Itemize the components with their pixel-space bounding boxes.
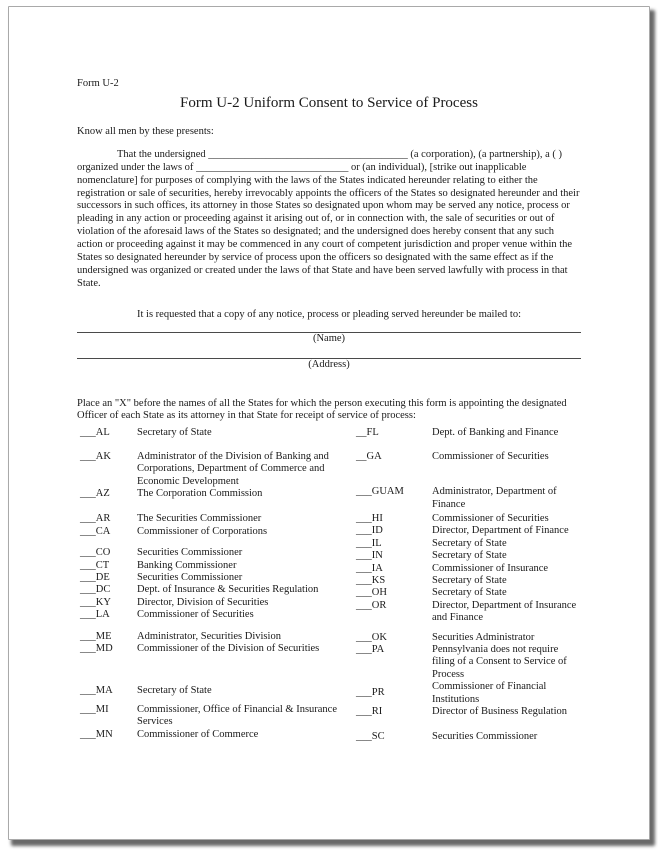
state-checkbox-blank-ar[interactable]: ___AR [80, 513, 111, 525]
state-checkbox-blank-de[interactable]: ___DE [80, 571, 110, 583]
state-checkbox-blank-mi[interactable]: ___MI [80, 703, 109, 715]
state-row-pr [353, 681, 581, 706]
state-officer-label: Director, Department of Insurance and Finance [432, 599, 577, 624]
salutation-line: Know all men by these presents: [77, 125, 214, 137]
state-checkbox-blank-co[interactable]: ___CO [80, 547, 111, 559]
state-checkbox-blank-me[interactable]: ___ME [80, 630, 112, 642]
state-checkbox-blank-dc[interactable]: ___DC [80, 584, 111, 596]
state-row-ct [77, 560, 353, 572]
state-checkbox-blank-ri[interactable]: ___RI [356, 706, 383, 718]
state-checkbox-blank-ca[interactable]: ___CA [80, 525, 111, 537]
state-officer-label: The Corporation Commission [137, 487, 263, 499]
state-officer-label: Securities Commissioner [137, 547, 243, 559]
state-row-oh [353, 587, 581, 599]
state-checkbox-blank-ma[interactable]: ___MA [80, 685, 113, 697]
state-checkbox-blank-hi[interactable]: ___HI [356, 512, 383, 524]
state-officer-label: Commissioner of Securities [432, 512, 549, 524]
state-officer-label: Commissioner of Corporations [137, 525, 268, 537]
state-officer-label: Dept. of Banking and Finance [432, 427, 559, 439]
state-row-ky [77, 597, 353, 609]
main-paragraph [77, 149, 581, 291]
state-officer-label: Commissioner of the Division of Securities [137, 643, 320, 654]
state-officer-label: Dept. of Insurance & Securities Regulation [137, 584, 319, 596]
state-checkbox-blank-in[interactable]: ___IN [356, 550, 383, 562]
state-row-sc [353, 731, 581, 743]
state-officer-label: Administrator of the Division of Banking and Corporations, Department of Commerce and Economic Development [137, 450, 329, 487]
state-row-ar [77, 513, 353, 525]
state-officer-label: Securities Administrator [432, 631, 535, 643]
state-officer-label: Secretary of State [432, 537, 507, 549]
state-checkbox-blank-pr[interactable]: ___PR [356, 687, 385, 699]
state-row-or [353, 600, 581, 625]
state-checkbox-blank-ct[interactable]: ___CT [80, 559, 110, 571]
state-officer-label: Director, Division of Securities [137, 596, 269, 608]
state-checkbox-blank-oh[interactable]: ___OH [356, 587, 387, 599]
state-row-la [77, 609, 353, 621]
state-officer-label: Commissioner of Financial Institutions [432, 681, 547, 705]
undersigned-name-blank[interactable]: ______________________________________ [208, 148, 408, 160]
state-checkbox-blank-ok[interactable]: ___OK [356, 631, 387, 643]
state-officer-label: The Securities Commissioner [137, 513, 262, 525]
paragraph-text-2: (a corporation), (a partnership), a ( ) organized under the laws of [77, 148, 562, 173]
state-officer-label: Pennsylvania does not require filing of a Consent to Service of Process [432, 644, 567, 680]
state-officer-label: Secretary of State [432, 587, 507, 599]
state-checkbox-blank-il[interactable]: ___IL [356, 537, 382, 549]
state-checkbox-blank-fl[interactable]: __FL [356, 427, 379, 439]
state-checkbox-blank-ak[interactable]: ___AK [80, 450, 111, 462]
state-row-dc [77, 584, 353, 596]
state-officer-label: Commissioner of Securities [432, 450, 549, 462]
state-officer-label: Commissioner of Commerce [137, 728, 259, 740]
state-checkbox-blank-pa[interactable]: ___PA [356, 644, 385, 655]
state-checkbox-blank-or[interactable]: ___OR [356, 599, 387, 611]
state-row-al [77, 427, 353, 439]
form-number-label: Form U-2 [77, 78, 119, 89]
state-checkbox-blank-ga[interactable]: __GA [356, 450, 382, 462]
state-row-md [77, 643, 353, 655]
state-row-ia [353, 563, 581, 575]
state-row-il [353, 538, 581, 550]
state-officer-label: Director of Business Regulation [432, 706, 568, 718]
states-column-right [353, 427, 581, 744]
page-content [77, 78, 581, 744]
state-row-pa [353, 644, 581, 681]
state-checkbox-blank-md[interactable]: ___MD [80, 643, 113, 654]
state-checkbox-blank-sc[interactable]: ___SC [356, 731, 385, 743]
state-officer-label: Director, Department of Finance [432, 525, 569, 537]
state-row-ga [353, 451, 581, 463]
state-row-ma [77, 685, 353, 697]
address-caption: (Address) [308, 358, 350, 370]
state-row-co [77, 547, 353, 559]
state-officer-label: Secretary of State [137, 427, 212, 439]
state-checkbox-blank-guam[interactable]: ___GUAM [356, 486, 404, 498]
state-row-de [77, 572, 353, 584]
state-officer-label: Secretary of State [432, 574, 507, 586]
name-caption: (Name) [312, 332, 346, 344]
mail-request-line: It is requested that a copy of any notice, process or pleading served hereunder be mailed to: [137, 308, 521, 320]
state-row-ri [353, 706, 581, 718]
state-officer-label: Commissioner of Insurance [432, 562, 549, 574]
state-row-mn [77, 729, 353, 741]
state-checkbox-blank-la[interactable]: ___LA [80, 609, 110, 621]
state-officer-label: Commissioner of Securities [137, 609, 254, 621]
state-officer-label: Commissioner, Office of Financial & Insurance Services [137, 703, 338, 728]
paragraph-text-3: or (an individual), [strike out inapplicable nomenclature] for purposes of complying with the laws of the States indicated hereunder relating to either the registration or sale of securities, hereby irrevocably appoints the officers of the States so designated hereunder and their successors in such offices, its attorney in those States so designated upon whom may be served any notice, process or pleading in any action or proceeding against it arising out of, or in connection with, the sale of securities or out of violation of the aforesaid laws of the States so designated; and the undersigned does hereby consent that any such action or proceeding against it may be commenced in any court of competent jurisdiction and proper venue within the States so designated hereunder by service of process upon the officers so designated with the same effect as if the undersigned was organized or created under the laws of that State and have been served lawfully with process in that State. [77, 161, 580, 289]
state-row-hi [353, 513, 581, 525]
state-checkbox-blank-mn[interactable]: ___MN [80, 728, 113, 740]
state-row-me [77, 631, 353, 643]
state-officer-label: Secretary of State [432, 550, 507, 562]
document-page [8, 6, 650, 840]
paragraph-text-1: That the undersigned [117, 148, 209, 160]
state-row-guam [353, 486, 581, 511]
state-row-ca [77, 526, 353, 538]
state-checkbox-blank-ky[interactable]: ___KY [80, 596, 111, 608]
state-checkbox-blank-az[interactable]: ___AZ [80, 487, 110, 499]
states-column-left [77, 427, 353, 744]
state-officer-label: Securities Commissioner [432, 731, 538, 743]
states-table [77, 427, 581, 744]
state-checkbox-blank-ks[interactable]: ___KS [356, 574, 386, 586]
state-row-fl [353, 427, 581, 439]
state-officer-label: Secretary of State [137, 685, 212, 697]
state-officer-label: Administrator, Department of Finance [432, 486, 557, 510]
instructions-paragraph: Place an "X" before the names of all the States for which the person executing this form is appointing the designated Officer of each State as its attorney in that State for receipt of service of process: [77, 397, 567, 422]
state-row-ak [77, 451, 353, 488]
state-row-id [353, 525, 581, 537]
state-officer-label: Banking Commissioner [137, 559, 237, 571]
state-checkbox-blank-al[interactable]: ___AL [80, 427, 110, 439]
state-row-mi [77, 704, 353, 729]
state-row-ks [353, 575, 581, 587]
page-title: Form U-2 Uniform Consent to Service of Process [180, 94, 478, 111]
state-row-ok [353, 632, 581, 644]
state-officer-label: Administrator, Securities Division [137, 630, 281, 642]
state-checkbox-blank-id[interactable]: ___ID [356, 525, 383, 537]
laws-of-state-blank[interactable]: _____________________________ [196, 161, 349, 173]
state-row-az [77, 488, 353, 500]
state-checkbox-blank-ia[interactable]: ___IA [356, 562, 383, 574]
state-officer-label: Securities Commissioner [137, 571, 243, 583]
state-row-in [353, 550, 581, 562]
